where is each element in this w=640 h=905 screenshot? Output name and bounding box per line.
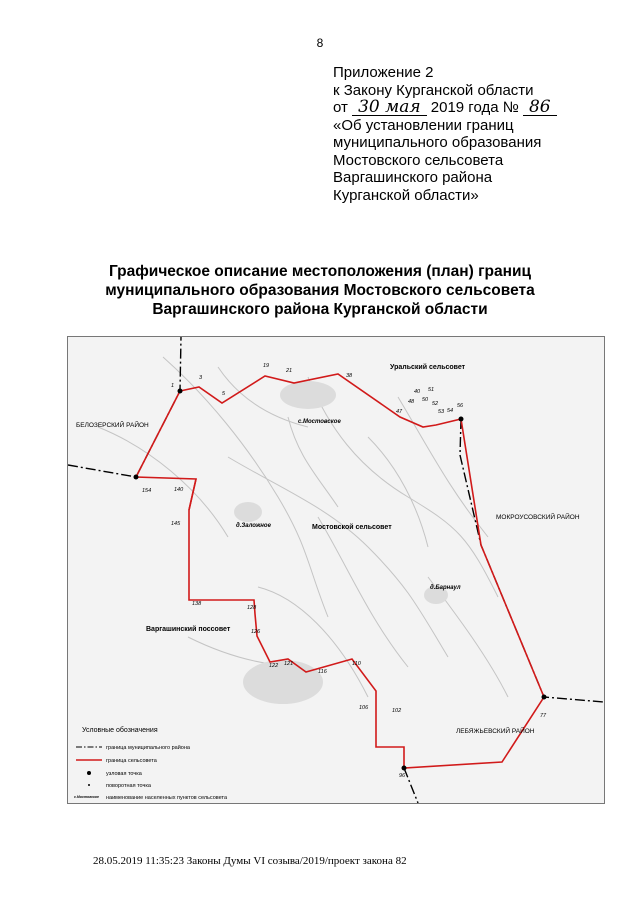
point-label: 50 [422,397,429,403]
handwritten-date: 30 мая [352,100,427,116]
document-title [70,262,570,319]
point-label: 116 [318,669,327,675]
appendix-line: к Закону Курганской области [333,81,534,99]
legend-settlement-text: наименование населенных пунктов сельсовета [106,795,228,801]
council-boundary-segment [189,479,196,510]
title-line: муниципального образования Мостовского сельсовета [105,282,535,299]
legend-node-symbol [87,771,91,775]
legend-title: Условные обозначения [82,727,158,734]
point-labels [142,363,547,779]
point-label: 140 [174,487,184,493]
point-label: 51 [428,387,435,393]
point-label: 47 [396,409,403,415]
region-label-mostovskoy: Мостовской сельсовет [312,524,392,531]
point-label: 154 [142,488,152,494]
node-point [178,389,183,394]
appendix-line: муниципального образования [333,134,542,151]
legend-council-text: граница сельсовета [106,758,157,764]
date-prefix: от [333,99,348,116]
region-label-uralsky: Уральский сельсовет [390,364,466,371]
point-label: 19 [263,363,270,369]
legend-sample-label: с.Мостовское [74,795,99,799]
appendix-line: «Об установлении границ [333,116,514,134]
boundary-map [67,336,605,804]
point-label: 1 [171,383,175,389]
region-label-belozersky: БЕЛОЗЕРСКИЙ РАЙОН [76,422,149,429]
node-points [134,389,547,771]
point-label: 52 [432,401,439,407]
point-label: 106 [359,705,369,711]
point-label: 128 [247,605,257,611]
point-label: 122 [269,663,279,669]
point-label: 145 [171,521,181,527]
page-number: 8 [316,36,324,50]
point-label: 53 [438,409,445,415]
point-label: 126 [251,629,261,635]
title-line: Графическое описание местоположения (план) границ [108,263,532,280]
appendix-line: Приложение 2 [333,64,434,81]
point-label: 56 [457,403,464,409]
settlement-labels [236,419,461,591]
appendix-block [333,64,593,204]
point-label: 102 [392,708,402,714]
point-label: 96 [399,773,406,779]
point-label: 38 [346,373,353,379]
region-label-lebyazhyevsky: ЛЕБЯЖЬЕВСКИЙ РАЙОН [456,728,535,735]
appendix-line: Курганской области» [333,186,479,204]
handwritten-number: 86 [523,100,557,116]
footer-stamp: 28.05.2019 11:35:23 Законы Думы VI созыва/2019/проект закона 82 [93,855,407,867]
map-legend [74,726,228,801]
appendix-date-line [333,99,593,117]
point-label: 110 [352,661,361,667]
settlement-label-zalozhnoe: д.Заложное [236,523,271,529]
legend-node-text: узловая точка [106,771,142,777]
point-label: 121 [284,661,294,667]
map-canvas [68,337,604,803]
legend-turning-text: поворотная точка [106,783,151,789]
point-label: 48 [408,399,415,405]
appendix-line: Мостовского сельсовета [333,151,504,169]
node-point [402,766,407,771]
point-label: 21 [286,368,293,374]
title-line: Варгашинского района Курганской области [152,301,488,318]
council-boundary [136,374,544,768]
point-label: 5 [222,391,226,397]
node-point [459,417,464,422]
node-point [134,475,139,480]
appendix-line: Варгашинского района [333,169,493,186]
legend-turning-symbol [88,784,90,786]
point-label: 54 [447,408,454,414]
point-label: 77 [540,713,547,719]
region-label-mokrousovsky: МОКРОУСОВСКИЙ РАЙОН [496,514,580,521]
point-label: 40 [414,389,421,395]
settlement-label-barnaul: д.Барнаул [430,585,461,591]
point-label: 138 [192,601,202,607]
legend-district-text: граница муниципального района [106,745,190,751]
region-label-vargashinsky: Варгашинский поссовет [146,626,231,633]
point-label: 3 [199,375,203,381]
date-suffix: 2019 года № [430,99,519,116]
settlement-label-mostovskoe: с.Мостовское [298,419,341,425]
node-point [542,695,547,700]
